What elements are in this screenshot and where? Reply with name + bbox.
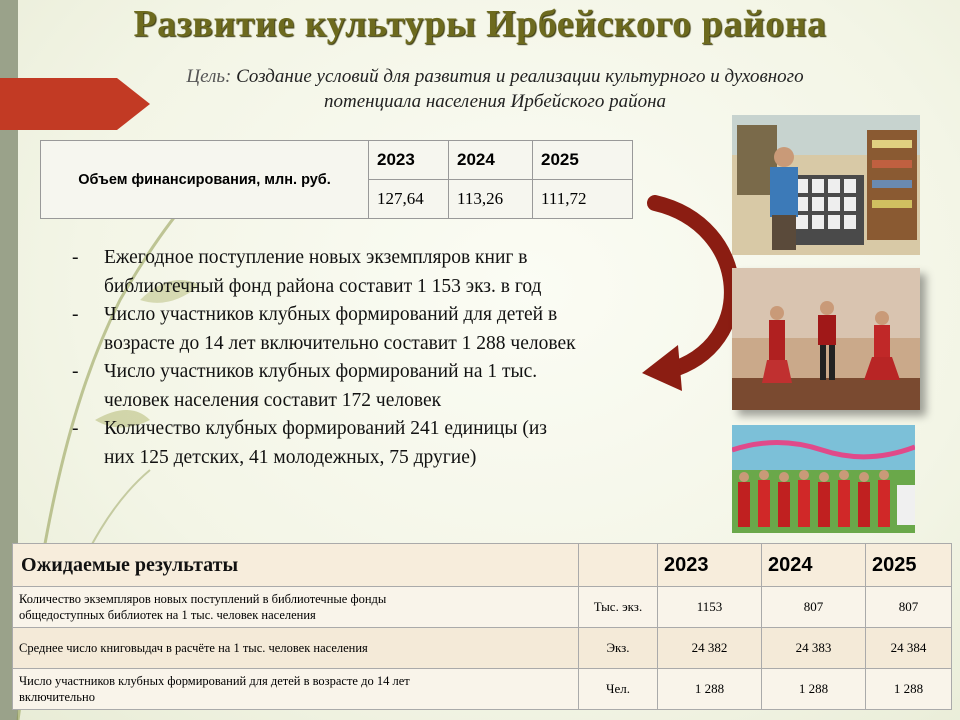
results-table [12, 543, 952, 710]
list-item-line-2: возрасте до 14 лет включительно составит 1 288 человек [104, 332, 576, 354]
goal-text [100, 64, 890, 114]
bullet-dash: - [72, 361, 79, 382]
bullet-dash: - [72, 418, 79, 439]
results-header: Ожидаемые результаты [13, 544, 579, 587]
list-item-line-1: Количество клубных формирований 241 единицы (из [104, 418, 547, 439]
table-row-value-2025: 807 [866, 587, 952, 628]
goal-line-2: потенциала населения Ирбейского района [323, 91, 666, 112]
page-title: Развитие культуры Ирбейского района [133, 3, 827, 45]
choir-photo [732, 425, 915, 533]
table-row-value-2023: 1153 [658, 587, 762, 628]
dance-performance-photo [732, 268, 920, 410]
results-unit-header [579, 544, 658, 587]
table-row-desc [13, 669, 579, 710]
list-item-line-1: Число участников клубных формирований для детей в [104, 304, 558, 325]
table-row-desc [13, 587, 579, 628]
list-item [68, 358, 708, 415]
financing-value-2024: 113,26 [449, 180, 533, 219]
table-row-value-2023: 24 382 [658, 628, 762, 669]
list-item-line-2: библиотечный фонд района составит 1 153 экз. в год [104, 275, 542, 297]
list-item-line-2: них 125 детских, 41 молодежных, 75 другие) [104, 446, 477, 468]
list-item [68, 415, 708, 472]
table-row-value-2024: 24 383 [762, 628, 866, 669]
financing-value-2025: 111,72 [533, 180, 633, 219]
list-item [68, 244, 708, 301]
desc-line-1: Среднее число книговыдач в расчёте на 1 тыс. человек населения [19, 641, 368, 655]
financing-year-2024: 2024 [449, 141, 533, 180]
financing-year-2023: 2023 [369, 141, 449, 180]
bullet-dash: - [72, 304, 79, 325]
desc-line-2: включительно [19, 690, 95, 704]
table-row-value-2024: 807 [762, 587, 866, 628]
list-item-line-1: Ежегодное поступление новых экземпляров книг в [104, 247, 528, 268]
financing-value-2023: 127,64 [369, 180, 449, 219]
table-row-value-2023: 1 288 [658, 669, 762, 710]
bullet-dash: - [72, 247, 79, 268]
results-year-2023: 2023 [658, 544, 762, 587]
goal-line-1: Создание условий для развития и реализации культурного и духовного [236, 66, 804, 87]
table-row-unit: Тыс. экз. [579, 587, 658, 628]
table-row-value-2024: 1 288 [762, 669, 866, 710]
desc-line-2: общедоступных библиотек на 1 тыс. человек населения [19, 608, 316, 622]
table-row-value-2025: 1 288 [866, 669, 952, 710]
results-year-2025: 2025 [866, 544, 952, 587]
desc-line-1: Количество экземпляров новых поступлений в библиотечные фонды [19, 592, 387, 606]
financing-label: Объем финансирования, млн. руб. [41, 141, 369, 219]
list-item-line-2: человек населения составит 172 человек [104, 389, 442, 411]
list-item [68, 301, 708, 358]
library-photo [732, 115, 920, 255]
financing-year-2025: 2025 [533, 141, 633, 180]
bullet-list [68, 244, 708, 472]
table-row-unit: Чел. [579, 669, 658, 710]
table-row-desc [13, 628, 579, 669]
desc-line-1: Число участников клубных формирований для детей в возрасте до 14 лет [19, 674, 410, 688]
goal-label: Цель: [186, 66, 237, 87]
results-year-2024: 2024 [762, 544, 866, 587]
table-row-unit: Экз. [579, 628, 658, 669]
financing-table [40, 140, 633, 219]
list-item-line-1: Число участников клубных формирований на 1 тыс. [104, 361, 538, 382]
table-row-value-2025: 24 384 [866, 628, 952, 669]
